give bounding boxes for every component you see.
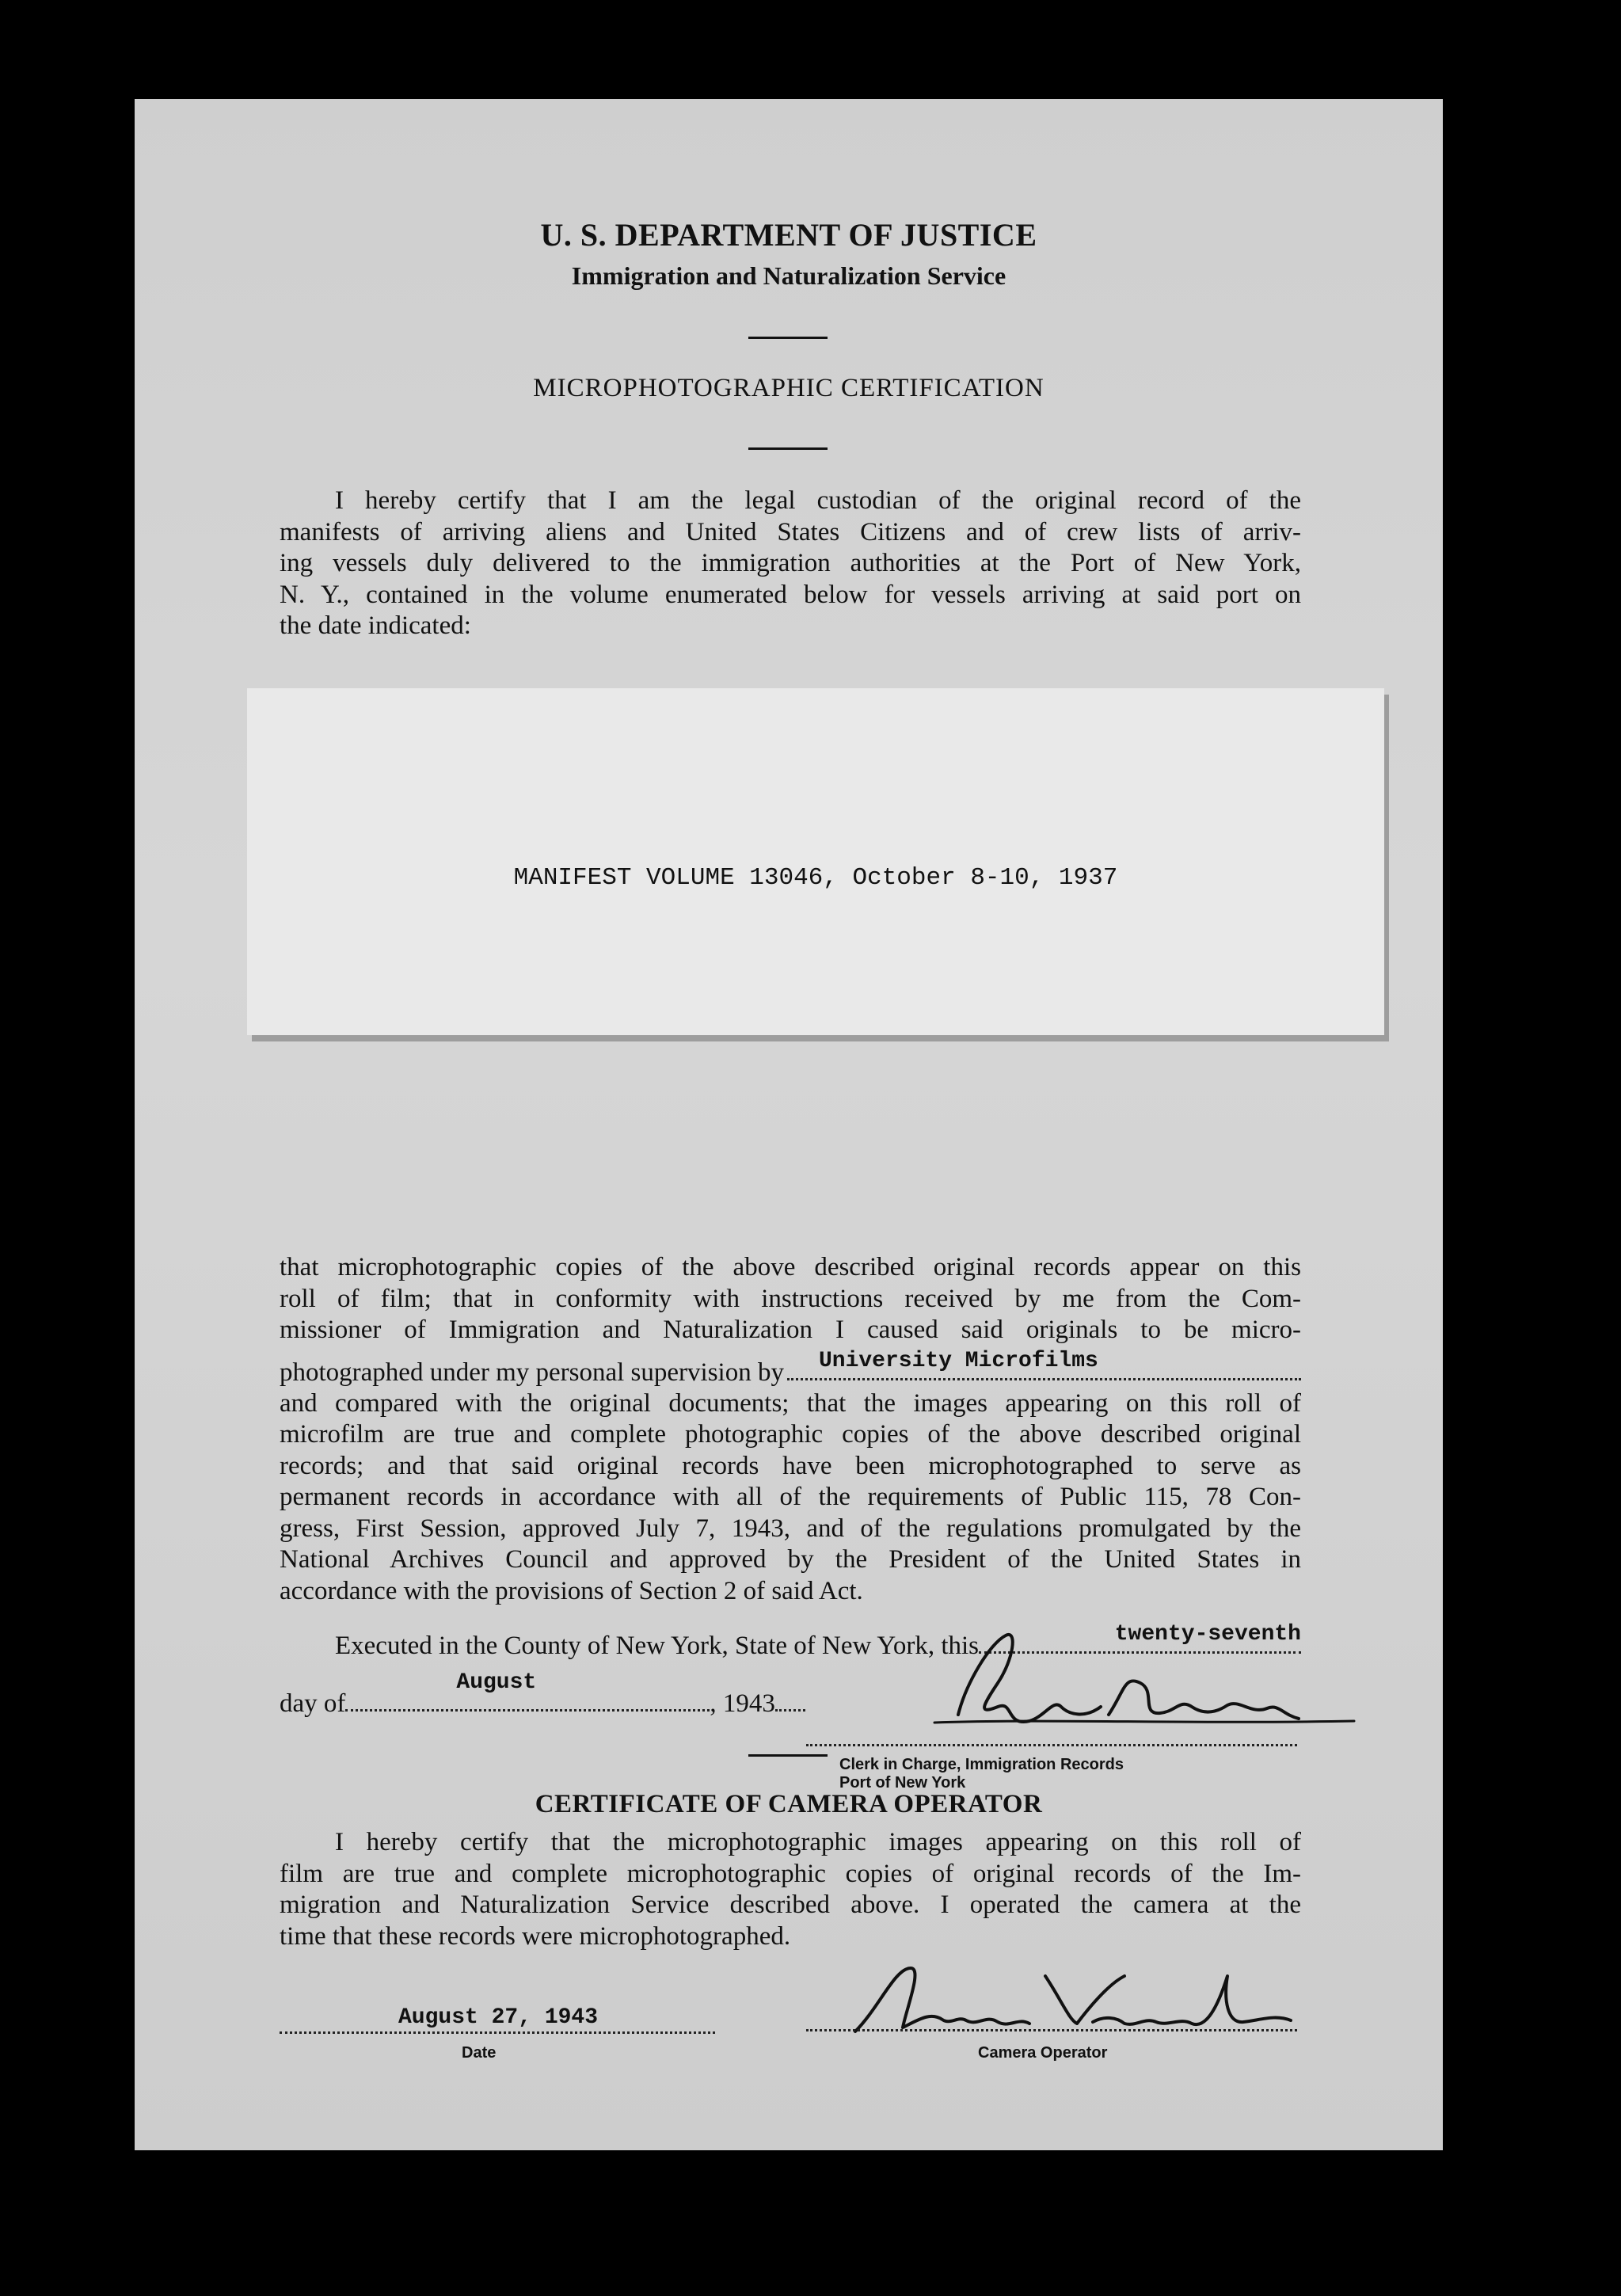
divider-rule bbox=[748, 1754, 828, 1757]
operator-signature bbox=[831, 1944, 1322, 2047]
body-line: and compared with the original documents; that the images appearing on this roll of bbox=[280, 1388, 1301, 1418]
intro-paragraph bbox=[280, 485, 1301, 642]
certificate-page bbox=[135, 99, 1443, 2150]
camera-line: film are true and complete microphotographic copies of original records of the Im- bbox=[280, 1859, 1301, 1888]
date-field bbox=[280, 2000, 715, 2034]
clerk-title-line2: Port of New York bbox=[839, 1774, 966, 1791]
clerk-signature bbox=[887, 1588, 1362, 1762]
intro-line: manifests of arriving aliens and United States Citizens and of crew lists of arriv- bbox=[280, 517, 1301, 546]
day-value: twenty-seventh bbox=[1114, 1622, 1301, 1647]
intro-line: N. Y., contained in the volume enumerated below for vessels arriving at said port on bbox=[280, 580, 1301, 609]
month-line bbox=[280, 1670, 805, 1719]
body-line: roll of film; that in conformity with instructions received by me from the Com- bbox=[280, 1284, 1301, 1313]
year-text: , 1943 bbox=[710, 1689, 775, 1718]
manifest-volume-text: MANIFEST VOLUME 13046, October 8-10, 1937 bbox=[513, 864, 1118, 892]
date-label: Date bbox=[462, 2044, 497, 2062]
day-of-label: day of bbox=[280, 1689, 346, 1718]
year-dots bbox=[775, 1685, 805, 1712]
clerk-signature-line bbox=[806, 1740, 1297, 1746]
supervisor-field bbox=[787, 1348, 1301, 1380]
body-line: missioner of Immigration and Naturalization I caused said originals to be micro- bbox=[280, 1316, 1301, 1344]
body-line: accordance with the provisions of Section 2 of said Act. bbox=[280, 1576, 863, 1605]
service-heading: Immigration and Naturalization Service bbox=[571, 261, 1006, 290]
body-line: that microphotographic copies of the above described original records appear on this bbox=[280, 1253, 1301, 1281]
body-line: National Archives Council and approved by the President of the United States in bbox=[280, 1545, 1301, 1574]
camera-line: I hereby certify that the microphotographic images appearing on this roll of bbox=[335, 1828, 1301, 1856]
executed-prefix: Executed in the County of New York, State of New York, this bbox=[335, 1632, 980, 1660]
certification-title: MICROPHOTOGRAPHIC CERTIFICATION bbox=[533, 374, 1045, 402]
operator-signature-line bbox=[806, 2025, 1297, 2031]
supervision-prefix: photographed under my personal supervision by bbox=[280, 1357, 784, 1387]
supervision-line bbox=[280, 1348, 1301, 1388]
month-value: August bbox=[456, 1670, 537, 1695]
department-heading: U. S. DEPARTMENT OF JUSTICE bbox=[540, 217, 1037, 253]
camera-line: migration and Naturalization Service described above. I operated the camera at the bbox=[280, 1890, 1301, 1919]
manifest-slip bbox=[247, 688, 1384, 1035]
divider-rule bbox=[748, 447, 828, 450]
supervisor-name: University Microfilms bbox=[818, 1348, 1098, 1373]
intro-line: I hereby certify that I am the legal custodian of the original record of the bbox=[335, 486, 1301, 515]
body-paragraph bbox=[280, 1252, 1301, 1607]
operator-label: Camera Operator bbox=[978, 2044, 1108, 2062]
divider-rule bbox=[748, 337, 828, 339]
month-field bbox=[345, 1670, 710, 1712]
body-line: permanent records in accordance with all of the requirements of Public 115, 78 Con- bbox=[280, 1483, 1301, 1511]
camera-certificate-paragraph bbox=[280, 1827, 1301, 1952]
clerk-title-line1: Clerk in Charge, Immigration Records bbox=[839, 1756, 1124, 1773]
intro-line: ing vessels duly delivered to the immigration authorities at the Port of New York, bbox=[280, 549, 1301, 577]
body-line: records; and that said original records have been microphotographed to serve as bbox=[280, 1451, 1301, 1480]
intro-line: the date indicated: bbox=[280, 611, 471, 640]
date-value: August 27, 1943 bbox=[398, 2005, 599, 2030]
camera-certificate-title: CERTIFICATE OF CAMERA OPERATOR bbox=[535, 1790, 1043, 1818]
body-line: gress, First Session, approved July 7, 1943, and of the regulations promulgated by the bbox=[280, 1514, 1301, 1543]
body-line: microfilm are true and complete photographic copies of the above described original bbox=[280, 1420, 1301, 1449]
camera-line: time that these records were microphotographed. bbox=[280, 1921, 791, 1951]
